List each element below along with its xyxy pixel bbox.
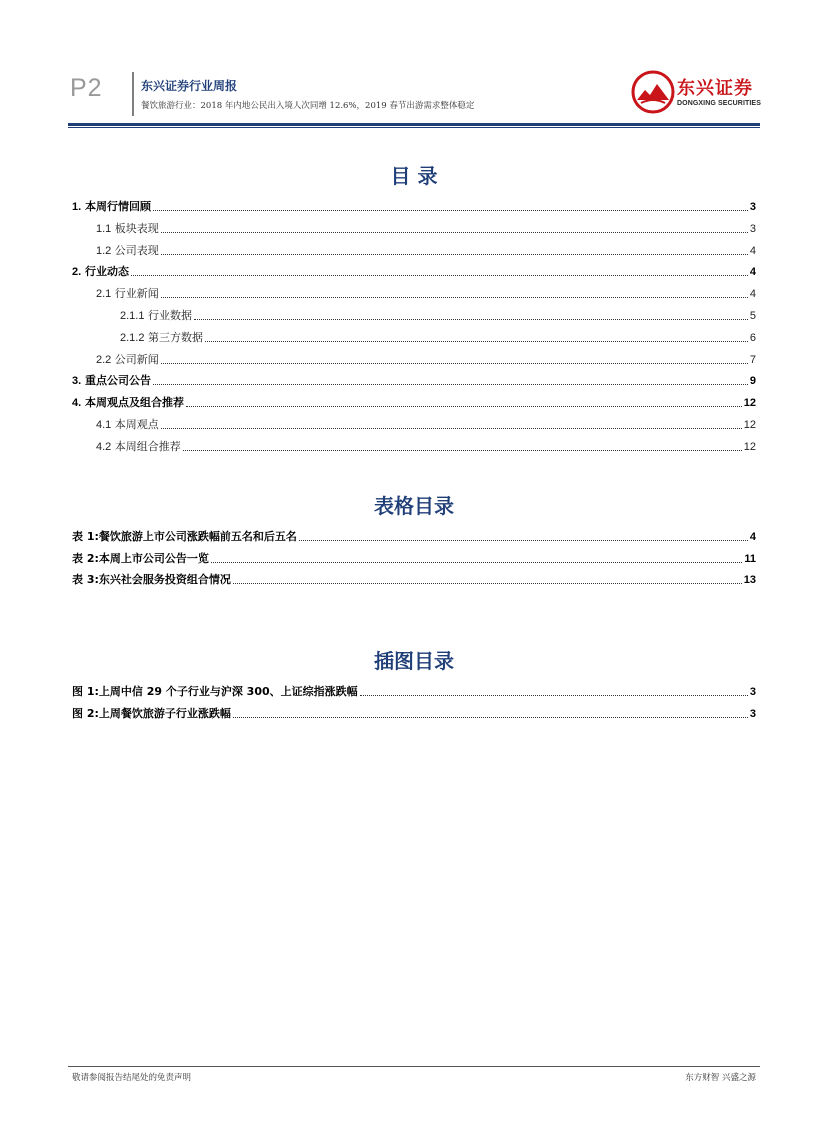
toc-entry[interactable]: [0, 240, 827, 258]
toc-entry-page: 13: [743, 574, 756, 586]
toc-entry[interactable]: [0, 349, 827, 367]
toc-leader-dots: [205, 341, 748, 342]
toc-entry-label: 表 3:东兴社会服务投资组合情况: [72, 573, 231, 586]
report-series-title: 东兴证券行业周报: [141, 79, 238, 93]
toc-entry-label: 公司新闻: [114, 352, 159, 366]
footer-rule: [68, 1066, 760, 1067]
toc-leader-dots: [360, 695, 748, 696]
header-rule: [68, 123, 760, 126]
toc-entry-label: 图 2:上周餐饮旅游子行业涨跌幅: [72, 706, 231, 720]
header-rule-thin: [68, 127, 760, 128]
toc-entry[interactable]: [0, 703, 827, 721]
toc-entry[interactable]: [0, 370, 827, 388]
toc-entry-page: 5: [749, 310, 756, 322]
toc-entry-label: 板块表现: [114, 221, 159, 235]
toc-entry-page: 4: [749, 266, 756, 279]
toc-entry[interactable]: [0, 305, 827, 323]
toc-entry-page: 9: [749, 375, 756, 388]
toc-leader-dots: [153, 210, 748, 211]
toc-entry-page: 12: [743, 440, 756, 453]
toc-entry[interactable]: [0, 681, 827, 699]
toc-leader-dots: [161, 254, 748, 255]
toc-entry-number: 2.1.2: [120, 331, 145, 344]
toc-entry-number: 1.: [72, 201, 82, 213]
toc-entry-number: 2.1.1: [120, 310, 145, 322]
toc-entry-label: 本周行情回顾: [85, 200, 152, 213]
footer-disclaimer: 敬请参阅报告结尾处的免责声明: [72, 1073, 192, 1083]
contents-title: 目 录: [390, 164, 438, 188]
toc-leader-dots: [131, 275, 748, 276]
toc-entry[interactable]: [0, 569, 827, 587]
toc-entry-label: 重点公司公告: [85, 374, 152, 388]
toc-entry[interactable]: [0, 392, 827, 410]
figures-index-title: 插图目录: [374, 649, 454, 673]
toc-entry[interactable]: [0, 218, 827, 236]
toc-leader-dots: [194, 319, 748, 320]
toc-leader-dots: [161, 363, 748, 364]
toc-entry-page: 3: [749, 686, 756, 698]
toc-entry-page: 4: [749, 288, 756, 301]
toc-entry-number: 3.: [72, 375, 82, 388]
toc-leader-dots: [161, 297, 748, 298]
report-subtitle: 餐饮旅游行业：2018 年内地公民出入境人次同增 12.6%，2019 春节出游需求整体稳定: [141, 101, 475, 111]
toc-entry-page: 12: [743, 419, 756, 431]
toc-entry-number: 1.1: [96, 222, 112, 235]
toc-entry-number: 2.2: [96, 353, 112, 366]
toc-entry-label: 本周观点及组合推荐: [85, 396, 185, 410]
toc-entry-label: 图 1:上周中信 29 个子行业与沪深 300、上证综指涨跌幅: [72, 685, 358, 698]
company-logo: [631, 70, 761, 116]
toc-entry-label: 表 1:餐饮旅游上市公司涨跌幅前五名和后五名: [72, 530, 297, 543]
toc-entry[interactable]: [0, 414, 827, 432]
toc-leader-dots: [183, 450, 742, 451]
toc-leader-dots: [211, 562, 742, 563]
toc-entry-page: 3: [749, 222, 756, 235]
logo-text-cn: 东兴证券: [677, 78, 753, 99]
toc-entry[interactable]: [0, 196, 827, 214]
toc-leader-dots: [299, 540, 748, 541]
toc-leader-dots: [233, 717, 748, 718]
toc-leader-dots: [233, 583, 742, 584]
toc-entry-page: 7: [749, 353, 756, 366]
footer-slogan: 东方财智 兴盛之源: [685, 1073, 756, 1083]
toc-leader-dots: [161, 428, 742, 429]
toc-entry[interactable]: [0, 327, 827, 345]
toc-entry[interactable]: [0, 283, 827, 301]
toc-leader-dots: [153, 384, 748, 385]
toc-entry-label: 公司表现: [114, 243, 159, 257]
toc-entry-label: 行业动态: [85, 265, 130, 279]
toc-entry-number: 4.1: [96, 419, 112, 431]
toc-entry-label: 第三方数据: [147, 330, 203, 344]
toc-entry-label: 行业数据: [147, 309, 192, 322]
toc-entry-page: 3: [749, 707, 756, 720]
toc-entry-page: 12: [743, 397, 756, 410]
toc-leader-dots: [186, 406, 742, 407]
toc-entry-number: 4.2: [96, 440, 112, 453]
toc-entry-page: 4: [749, 531, 756, 543]
toc-entry[interactable]: [0, 436, 827, 454]
toc-entry-page: 3: [749, 201, 756, 213]
toc-entry-label: 表 2:本周上市公司公告一览: [72, 551, 209, 565]
page-number: P2: [70, 74, 103, 102]
toc-entry[interactable]: [0, 261, 827, 279]
toc-entry[interactable]: [0, 548, 827, 566]
toc-entry-label: 行业新闻: [114, 287, 159, 301]
logo-text-en: DONGXING SECURITIES: [677, 100, 761, 107]
toc-entry-number: 2.1: [96, 288, 112, 301]
logo-mark-icon: [631, 70, 675, 114]
toc-entry-label: 本周观点: [114, 418, 159, 431]
toc-leader-dots: [161, 232, 748, 233]
toc-entry-number: 2.: [72, 266, 82, 279]
toc-entry[interactable]: [0, 526, 827, 544]
toc-entry-page: 4: [749, 244, 756, 257]
page-header: [0, 0, 827, 130]
tables-index-title: 表格目录: [374, 494, 454, 518]
toc-entry-number: 4.: [72, 397, 82, 410]
toc-entry-label: 本周组合推荐: [114, 439, 181, 453]
toc-entry-number: 1.2: [96, 244, 112, 257]
header-divider: [132, 72, 134, 116]
toc-entry-page: 11: [744, 552, 756, 565]
toc-entry-page: 6: [749, 331, 756, 344]
